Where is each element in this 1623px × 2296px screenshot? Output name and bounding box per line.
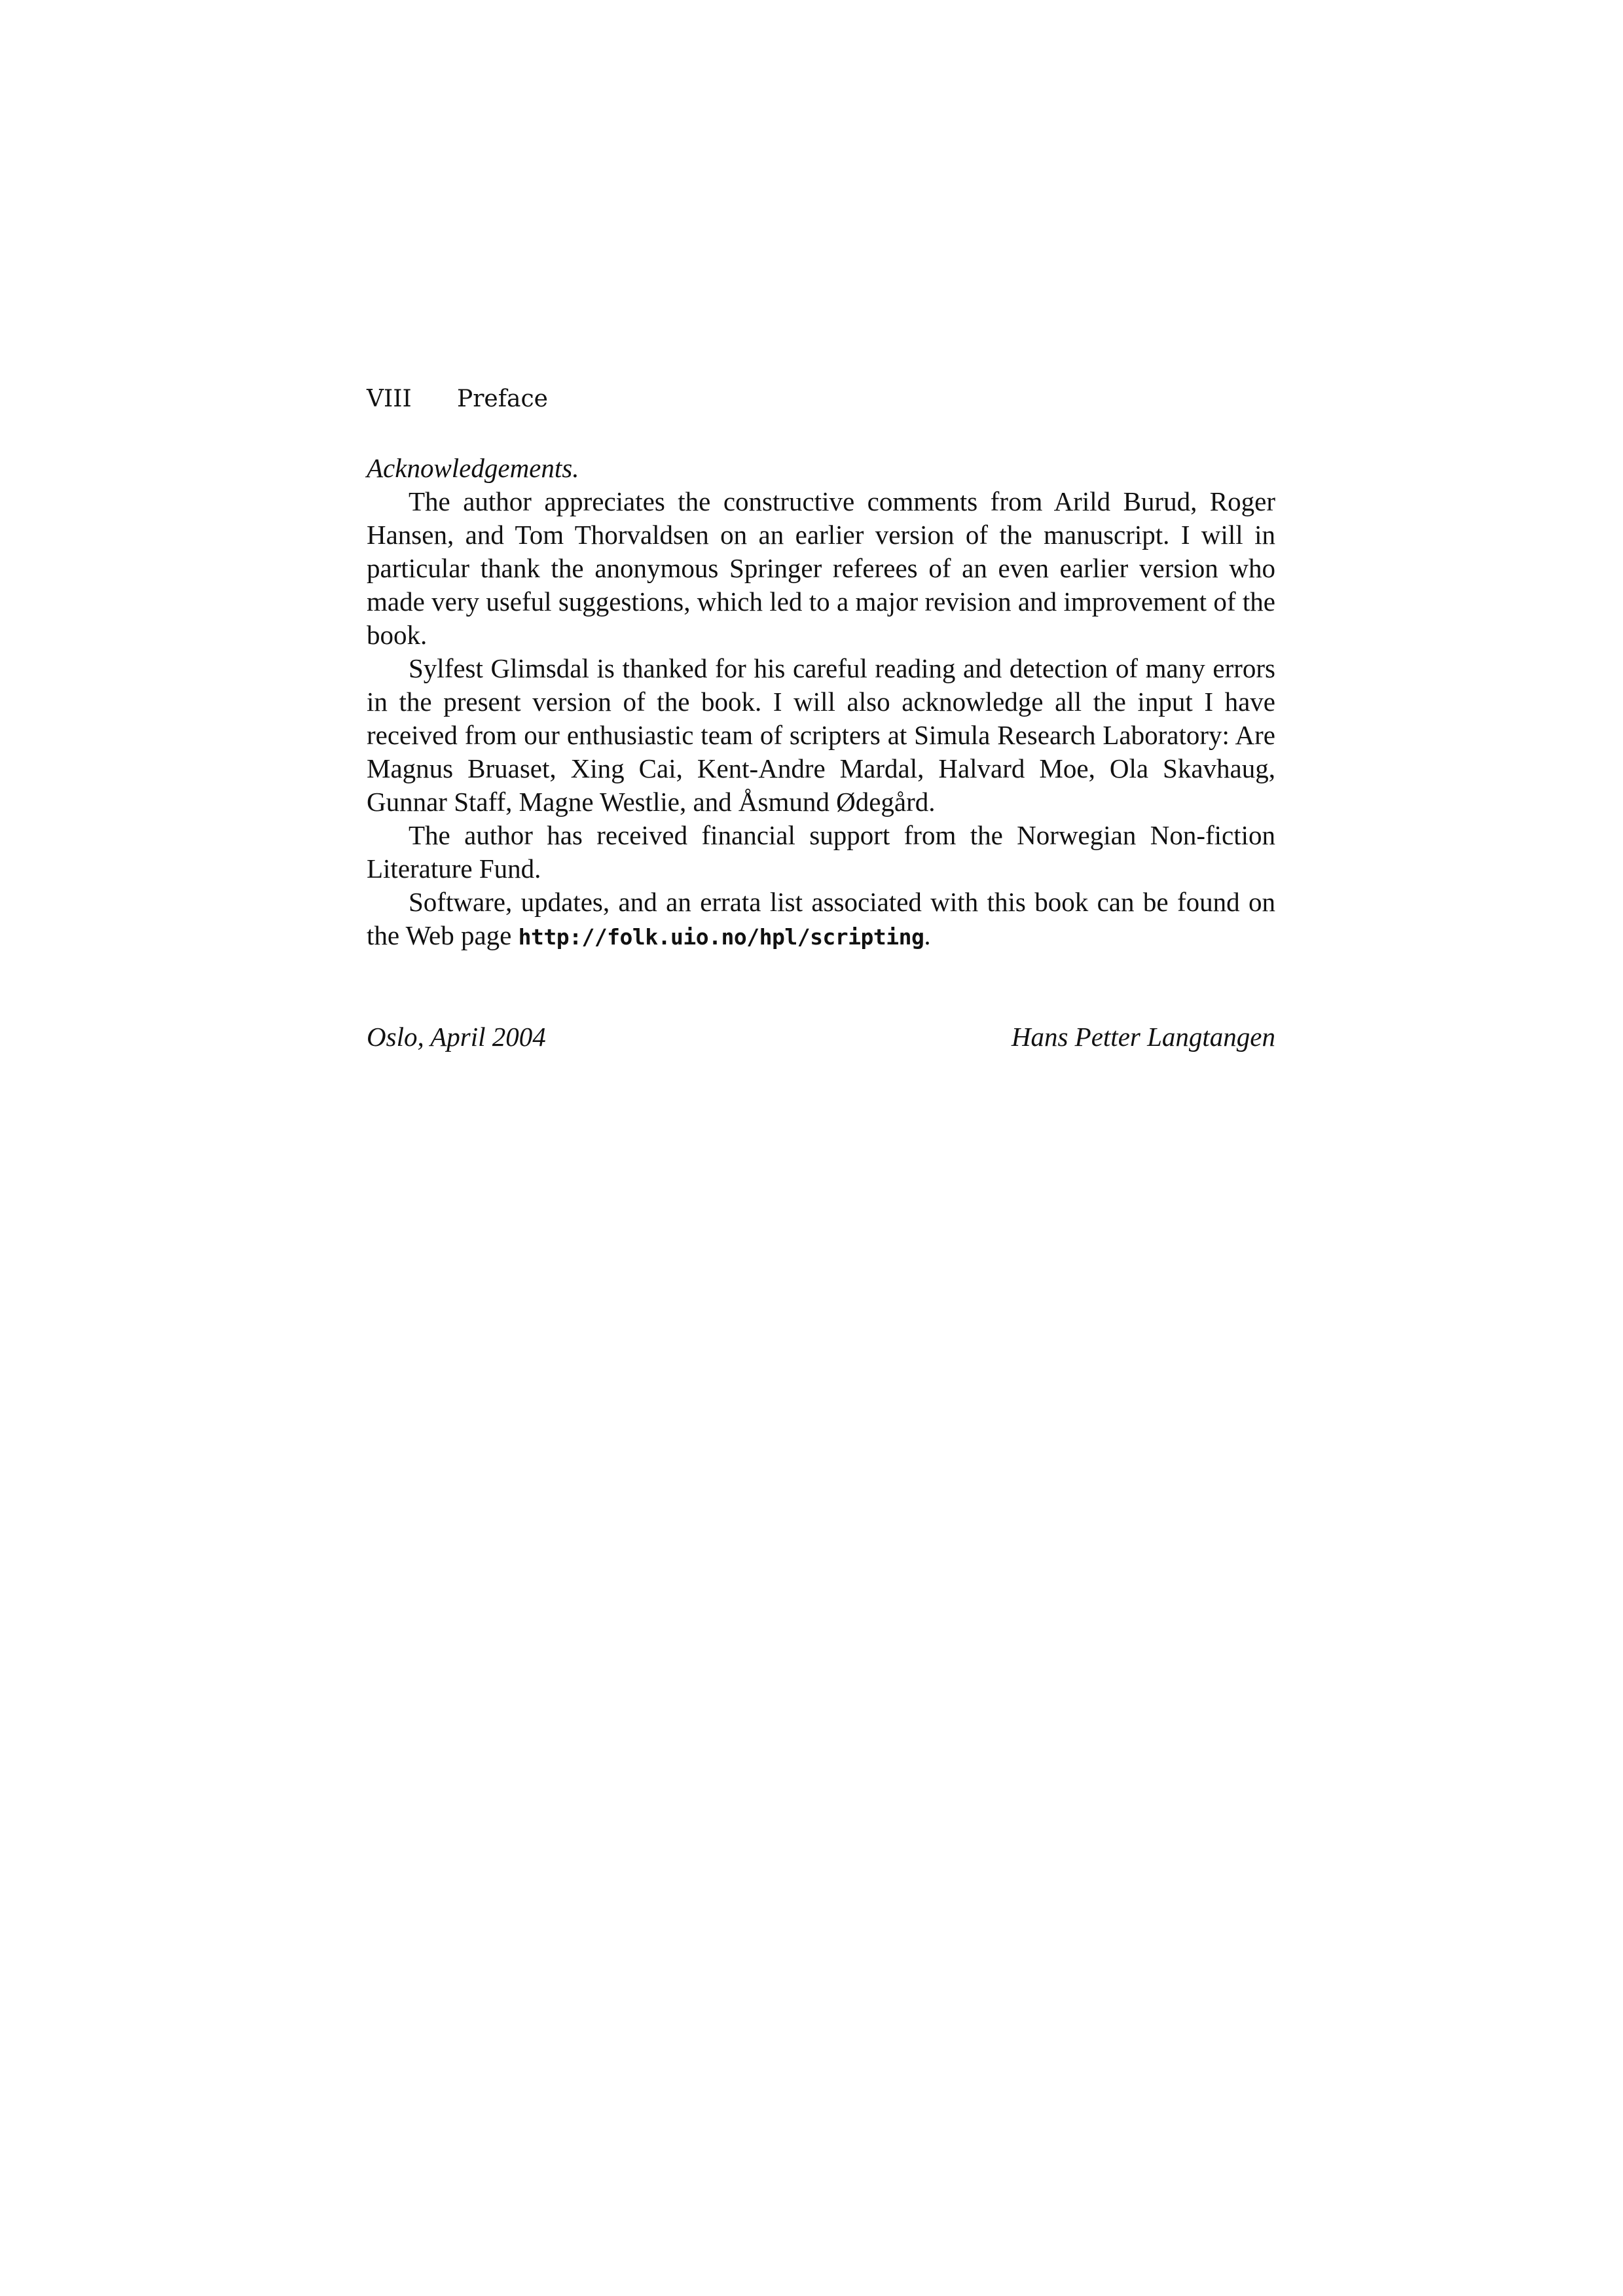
running-title: Preface [457,386,548,412]
paragraph-funding: The author has received financial support from the Norwegian Non-fiction Literature Fund. [367,820,1275,884]
author-name: Hans Petter Langtangen [1011,1022,1275,1052]
software-text: Software, updates, and an errata list associated with this book can be found on the Web page [367,887,1275,950]
page-number: VIII [367,386,412,412]
place-date: Oslo, April 2004 [367,1022,546,1052]
section-title: Acknowledgements. [367,453,579,483]
web-page-link[interactable]: http://folk.uio.no/hpl/scripting [518,924,924,950]
acknowledgements-section [367,452,1275,954]
paragraph-scripters: Sylfest Glimsdal is thanked for his careful reading and detection of many errors in the present version of the book. I will also acknowledge all the input I have received from our enthusiastic team of scripters at Simula Research Laboratory: Are Magnus Bruaset, Xing Cai, Kent-Andre Mardal, Halvard Moe, Ola Skavhaug, Gunnar Staff, Magne Westlie, and Åsmund Ødegård. [367,653,1275,817]
paragraph-software [367,886,1275,954]
software-text-end: . [924,920,931,950]
signoff [367,1020,1275,1054]
running-header [367,385,548,414]
paragraph-referees: The author appreciates the constructive comments from Arild Burud, Roger Hansen, and Tom Thorvaldsen on an earlier version of the manuscript. I will in particular thank the anonymous Springer referees of an even earlier version who made very useful suggestions, which led to a major revision and improvement of the book. [367,486,1275,650]
